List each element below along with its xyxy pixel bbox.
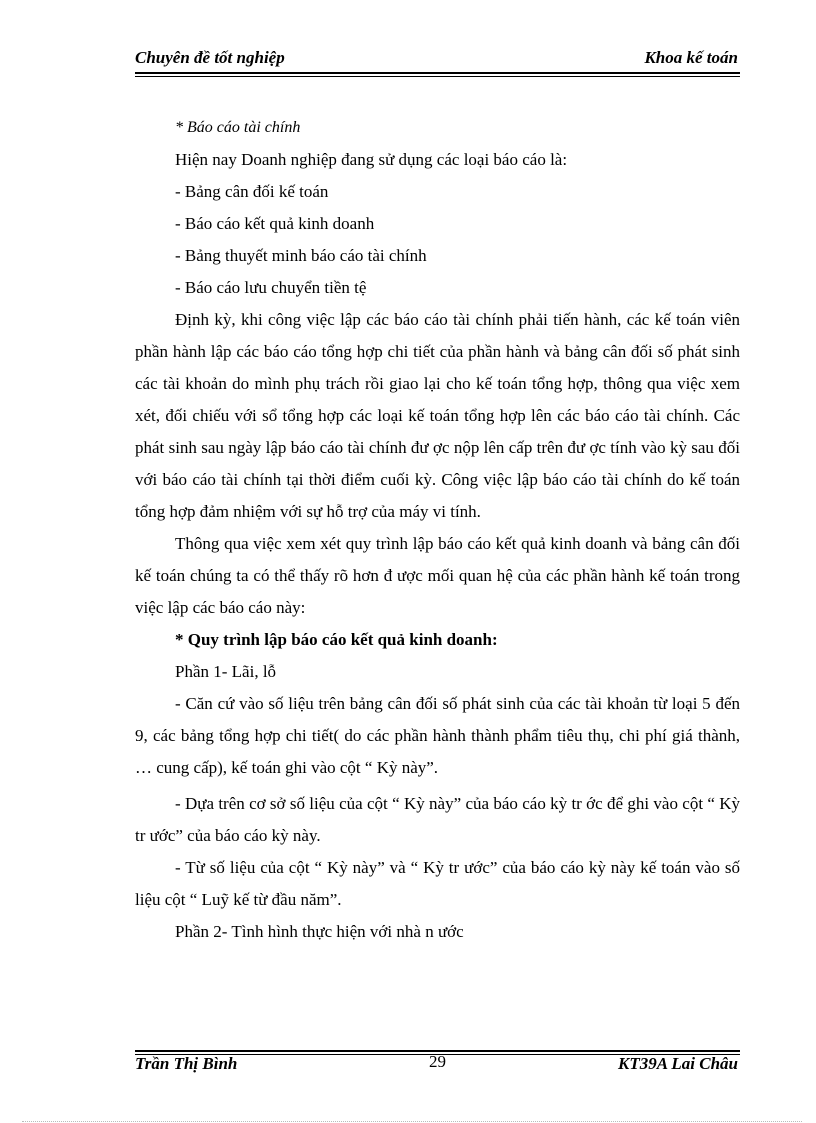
header-department: Khoa kế toán — [644, 48, 738, 67]
header-document-type: Chuyên đề tốt nghiệp — [135, 48, 285, 67]
paragraph-review: Thông qua việc xem xét quy trình lập báo cáo kết quả kinh doanh và bảng cân đối kế toán chúng ta có thể thấy rõ hơn đ ược mối quan hệ của các phần hành kế toán trong việc lập các báo cáo này: — [135, 534, 740, 617]
list-item: - Báo cáo lưu chuyển tiền tệ — [175, 278, 367, 297]
page-number: 29 — [429, 1052, 446, 1071]
page-footer — [135, 1054, 740, 1076]
part-heading-2: Phần 2- Tình hình thực hiện với nhà n ước — [175, 922, 464, 941]
header-rule — [135, 72, 740, 77]
section-caption-financial-reports: * Báo cáo tài chính — [175, 119, 301, 136]
page-body — [135, 112, 740, 948]
page-edge-divider — [22, 1121, 802, 1122]
list-item: - Báo cáo kết quả kinh doanh — [175, 214, 375, 233]
paragraph-intro: Hiện nay Doanh nghiệp đang sử dụng các loại báo cáo là: — [175, 150, 568, 169]
part-heading-1: Phần 1- Lãi, lỗ — [175, 662, 277, 681]
paragraph-step-1: - Căn cứ vào số liệu trên bảng cân đối số phát sinh của các tài khoản từ loại 5 đến 9, các bảng tổng hợp chi tiết( do các phần hành thành phẩm tiêu thụ, chi phí giá thành, … cung cấp), kế toán ghi vào cột “ Kỳ này”. — [135, 694, 740, 777]
list-item: - Bảng thuyết minh báo cáo tài chính — [175, 246, 427, 265]
footer-author: Trần Thị Bình — [135, 1054, 238, 1073]
footer-class: KT39A Lai Châu — [618, 1054, 738, 1073]
section-heading-income-statement: * Quy trình lập báo cáo kết quả kinh doanh: — [175, 630, 498, 649]
paragraph-step-3: - Từ số liệu của cột “ Kỳ này” và “ Kỳ tr ước” của báo cáo kỳ này kế toán vào số liệu cột “ Luỹ kế từ đầu năm”. — [135, 858, 740, 909]
paragraph-step-2: - Dựa trên cơ sở số liệu của cột “ Kỳ này” của báo cáo kỳ tr ớc để ghi vào cột “ Kỳ tr ước” của báo cáo kỳ này. — [135, 794, 740, 845]
paragraph-periodic: Định kỳ, khi công việc lập các báo cáo tài chính phải tiến hành, các kế toán viên phần hành lập các báo cáo tổng hợp chi tiết của phần hành và bảng cân đối số phát sinh các tài khoản do mình phụ trách rồi giao lại cho kế toán tổng hợp, thông qua việc xem xét, đối chiếu với sổ tổng hợp các loại kế toán tổng hợp lên các báo cáo tài chính. Các phát sinh sau ngày lập báo cáo tài chính đư ợc nộp lên cấp trên đư ợc tính vào kỳ sau đối với báo cáo tài chính tại thời điểm cuối kỳ. Công việc lập báo cáo tài chính do kế toán tổng hợp đảm nhiệm với sự hỗ trợ của máy vi tính. — [135, 310, 740, 521]
list-item: - Bảng cân đối kế toán — [175, 182, 329, 201]
page-header — [135, 48, 740, 70]
